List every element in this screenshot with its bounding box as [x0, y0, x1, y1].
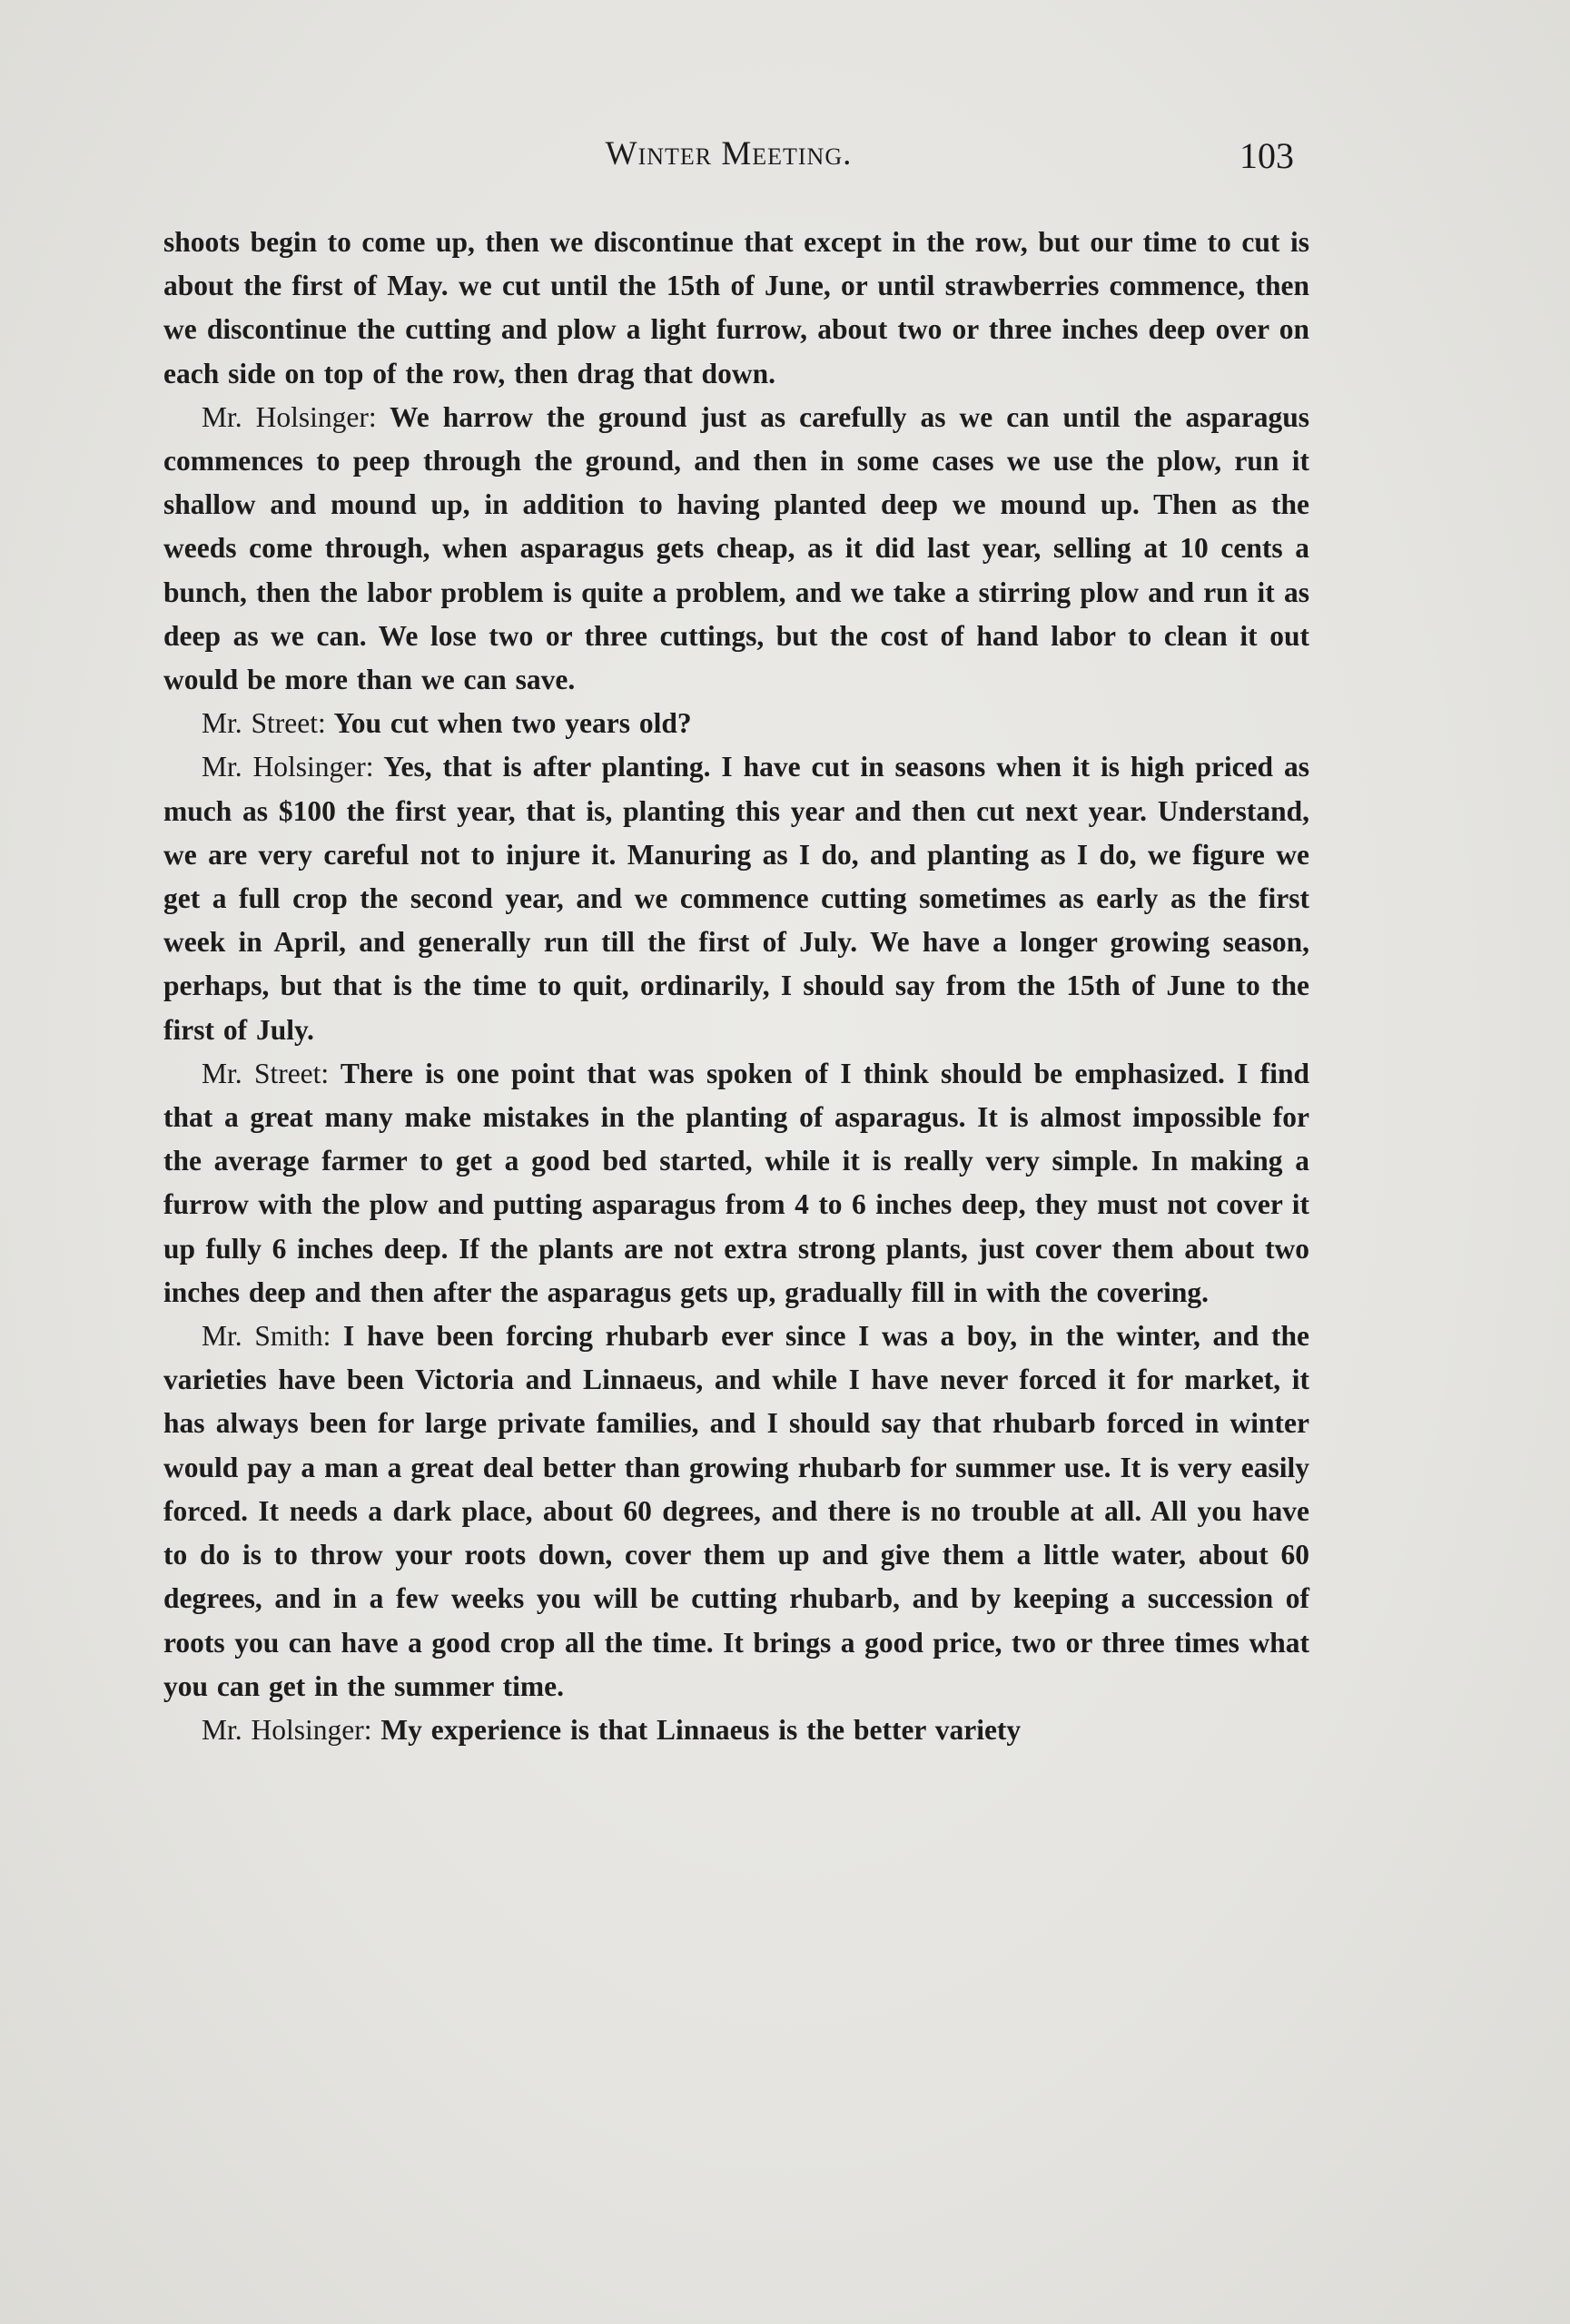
paragraph-text: There is one point that was spoken of I think should be emphasized. I find that a great many make mistakes in the planting of asparagus. It is almost impossible for the average farmer to get a good bed started, while it is really very simple. In making a furrow with the plow and putting asparagus from 4 to 6 inches deep, they must not cover it up fully 6 inches deep. If the plants are not extra strong plants, just cover them about two inches deep and then after the asparagus gets up, gradually fill in with the covering. [163, 1057, 1309, 1308]
paragraph [163, 1315, 1309, 1709]
body-text [163, 221, 1309, 1752]
speaker-name: Mr. Holsinger: [202, 400, 377, 433]
paragraph-text: Yes, that is after planting. I have cut in seasons when it is high priced as much as $100 the first year, that is, planting this year and then cut next year. Understand, we are very careful not to injure it. Manuring as I do, and planting as I do, we figure we get a full crop the second year, and we commence cutting sometimes as early as the first week in April, and generally run till the first of July. We have a longer growing season, perhaps, but that is the time to quit, ordinarily, I should say from the 15th of June to the first of July. [163, 751, 1309, 1046]
speaker-name: Mr. Holsinger: [202, 751, 374, 783]
speaker-name: Mr. Street: [202, 1057, 330, 1089]
paragraph [163, 1709, 1309, 1752]
paragraph [163, 745, 1309, 1051]
paragraph [163, 221, 1309, 396]
paragraph-text: You cut when two years old? [333, 707, 692, 740]
speaker-name: Mr. Holsinger: [202, 1713, 372, 1746]
speaker-name: Mr. Street: [202, 707, 326, 740]
speaker-name: Mr. Smith: [202, 1320, 331, 1353]
running-head [163, 134, 1294, 180]
paragraph-text: We harrow the ground just as carefully as we can until the asparagus commences to peep through the ground, and then in some cases we use the plow, run it shallow and mound up, in addition to having planted deep we mound up. Then as the weeds come through, when asparagus gets cheap, as it did last year, selling at 10 cents a bunch, then the labor problem is quite a problem, and we take a stirring plow and run it as deep as we can. We lose two or three cuttings, but the cost of hand labor to clean it out would be more than we can save. [163, 400, 1309, 696]
paragraph-text: shoots begin to come up, then we discontinue that except in the row, but our time to cut is about the first of May. we cut until the 15th of June, or until strawberries commence, then we discontinue the cutting and plow a light furrow, about two or three inches deep over on each side on top of the row, then drag that down. [163, 226, 1309, 389]
paragraph [163, 1052, 1309, 1315]
paragraph-text: My experience is that Linnaeus is the better variety [380, 1713, 1022, 1746]
running-title: Winter Meeting. [605, 135, 853, 172]
page-number: 103 [1239, 135, 1294, 176]
paragraph [163, 396, 1309, 702]
paragraph [163, 702, 1309, 745]
paragraph-text: I have been forcing rhubarb ever since I was a boy, in the winter, and the varieties have been Victoria and Linnaeus, and while I have never forced it for market, it has always been for large private families, and I should say that rhubarb forced in winter would pay a man a great deal better than growing rhubarb for summer use. It is very easily forced. It needs a dark place, about 60 degrees, and there is no trouble at all. All you have to do is to throw your roots down, cover them up and give them a little water, about 60 degrees, and in a few weeks you will be cutting rhubarb, and by keeping a succession of roots you can have a good crop all the time. It brings a good price, two or three times what you can get in the summer time. [163, 1320, 1309, 1702]
